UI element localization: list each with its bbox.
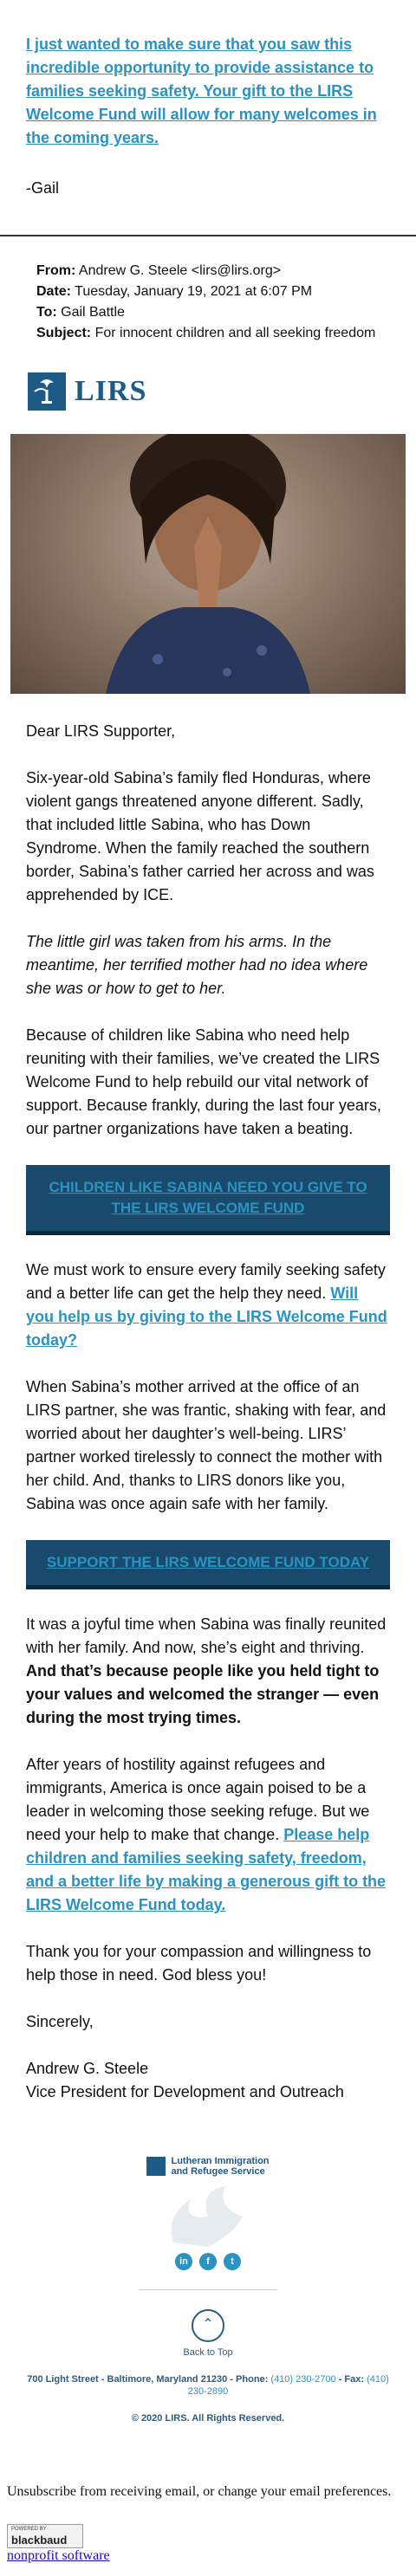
logo-text: LIRS — [75, 375, 147, 407]
bottom-spacer — [0, 2564, 416, 2576]
facebook-icon[interactable]: f — [199, 2253, 217, 2270]
donate-button[interactable]: CHILDREN LIKE SABINA NEED YOU GIVE TO THE LIRS WELCOME FUND — [26, 1165, 390, 1235]
phone-link[interactable]: (410) 230-2700 — [270, 2374, 336, 2385]
unsubscribe-link[interactable]: Unsubscribe from receiving email, or change your email preferences. — [7, 2484, 392, 2499]
hero-photo — [10, 434, 406, 694]
back-to-top-button[interactable] — [192, 2309, 224, 2342]
linkedin-icon[interactable]: in — [175, 2253, 192, 2270]
subject-row: Subject: For innocent children and all seeking freedom — [36, 326, 376, 340]
back-to-top-label[interactable]: Back to Top — [183, 2347, 233, 2358]
signer-name: Andrew G. Steele — [26, 2060, 149, 2077]
footer-address: 700 Light Street - Baltimore, Maryland 21230 - Phone: (410) 230-2700 - Fax: (410) 230-2890 — [27, 2374, 389, 2397]
date-value: Tuesday, January 19, 2021 at 6:07 PM — [75, 284, 313, 299]
unsubscribe-line[interactable] — [0, 2484, 416, 2500]
paragraph: When Sabina’s mother arrived at the office of an LIRS partner, she was frantic, shaking with fear, and worried about her daughter’s well-being. LIRS’ partner worked tirelessly to connect the mother with her child. And, thanks to LIRS donors like you, Sabina was once again safe with her family. — [26, 1378, 387, 1512]
copyright: © 2020 LIRS. All Rights Reserved. — [131, 2413, 285, 2424]
forward-signature: -Gail — [26, 179, 60, 197]
to-value: Gail Battle — [61, 305, 125, 320]
paragraph: Because of children like Sabina who need help reuniting with their families, we’ve created the LIRS Welcome Fund to help rebuild our vital network of support. Because frankly, during the last four years, our partner organizations have taken a beating. — [26, 1026, 381, 1137]
subject-value: For innocent children and all seeking freedom — [94, 326, 376, 340]
footer — [0, 2156, 416, 2424]
footer-logo[interactable]: Lutheran Immigration and Refugee Service — [146, 2156, 269, 2177]
email-header — [0, 236, 416, 344]
social-links — [0, 2253, 416, 2270]
donate-link[interactable]: Will you help us by giving to the LIRS Welcome Fund today? — [26, 1285, 387, 1349]
letter-body — [0, 720, 416, 2104]
paragraph: We must work to ensure every family seeking safety and a better life can get the help they need. Will you help us by giving to the LIRS Welcome Fund today? — [26, 1261, 387, 1349]
from-value: Andrew G. Steele <lirs@lirs.org> — [78, 263, 282, 278]
paragraph: After years of hostility against refugees and immigrants, America is once again poised to be a leader in welcoming those seeking refuge. But we need your help to make that change. Please help children and families seeking safety, freedom, and a better life by making a generous gift to the LIRS Welcome Fund today. — [26, 1756, 387, 1913]
donate-link[interactable]: Please help children and families seeking safety, freedom, and a better life by making a generous gift to the LIRS Welcome Fund today. — [26, 1826, 387, 1913]
forward-link[interactable]: I just wanted to make sure that you saw this incredible opportunity to provide assistance to families seeking safety. Your gift to the LIRS Welcome Fund will allow for many welcomes in the coming years. — [26, 36, 377, 146]
torch-icon — [28, 372, 66, 411]
paragraph-italic: The little girl was taken from his arms. In the meantime, her terrified mother had no idea where she was or how to get to her. — [26, 933, 368, 997]
paragraph: Six-year-old Sabina’s family fled Honduras, where violent gangs threatened anyone different. Sadly, that included little Sabina, who has Down Syndrome. When the family reached the southern border, Sabina’s father carried her across and was apprehended by ICE. — [26, 769, 374, 903]
twitter-icon[interactable]: t — [224, 2253, 241, 2270]
paragraph: It was a joyful time when Sabina was finally reunited with her family. And now, she’s eight and thriving. And that’s because people like you held tight to your values and welcomed the stranger — even during the most trying times. — [26, 1615, 387, 1726]
fax-link[interactable]: (410) 230-2890 — [187, 2374, 389, 2397]
from-row: From: Andrew G. Steele <lirs@lirs.org> — [36, 263, 282, 278]
blackbaud-badge[interactable]: POWERED BY blackbaud — [7, 2524, 83, 2548]
signer-title: Vice President for Development and Outreach — [26, 2083, 344, 2100]
torch-icon — [146, 2157, 166, 2176]
greeting: Dear LIRS Supporter, — [26, 722, 176, 740]
signature-block — [26, 2057, 390, 2104]
lirs-logo[interactable] — [28, 372, 416, 411]
nonprofit-software-link[interactable]: nonprofit software — [7, 2548, 110, 2563]
to-row: To: Gail Battle — [36, 305, 125, 320]
forwarded-note — [0, 0, 416, 198]
paragraph: Thank you for your compassion and willingness to help those in need. God bless you! — [26, 1943, 372, 1984]
support-button[interactable]: SUPPORT THE LIRS WELCOME FUND TODAY — [26, 1540, 390, 1589]
flame-watermark-icon — [156, 2182, 260, 2251]
footer-divider — [139, 2289, 277, 2290]
date-row: Date: Tuesday, January 19, 2021 at 6:07 PM — [36, 284, 313, 299]
closing: Sincerely, — [26, 2013, 94, 2030]
chevron-up-icon: ⌃ — [202, 2317, 214, 2332]
